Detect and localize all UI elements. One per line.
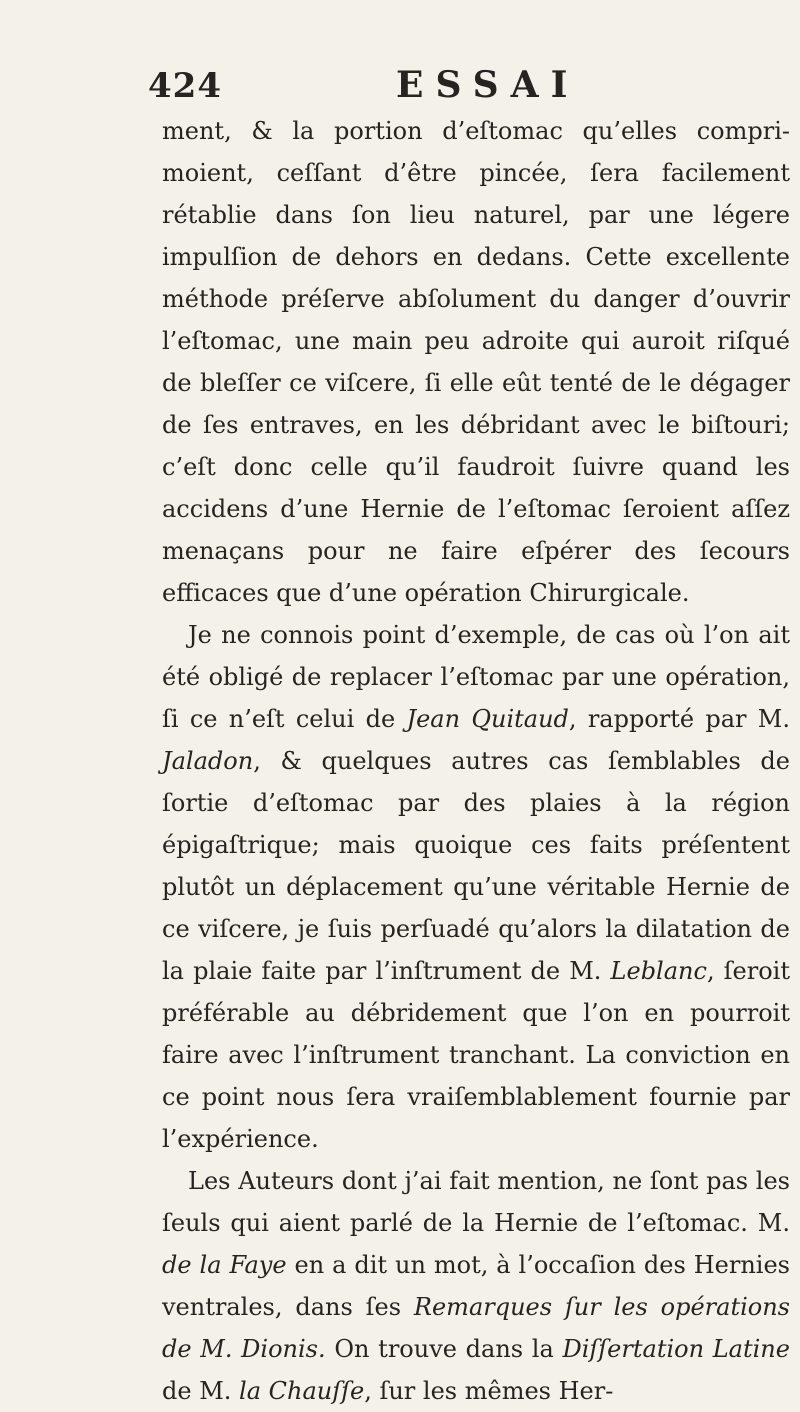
page-number: 424	[148, 66, 222, 106]
text-segment: , ſeroit préférable au débridement que l’on en pourroit faire avec l’inſtrument tranchant. La conviction en ce point nous ſera vraiſemblablement fournie par l’expérience.	[162, 957, 790, 1153]
text-segment: en a dit un mot, à l’occaſion des Hernies ventrales, dans ſes	[162, 1251, 790, 1321]
italic-title-dissertation: Diſſertation Latine	[562, 1335, 790, 1363]
text-segment: , ſur les mêmes Her-	[364, 1377, 614, 1405]
paragraph-1	[162, 110, 790, 614]
italic-name-jean-quitaud: Jean Quitaud	[406, 705, 569, 733]
italic-title-remarques: Remarques ſur les opérations de M. Dionis.	[162, 1293, 790, 1363]
text-segment: , rapporté par M.	[568, 705, 791, 733]
italic-name-jaladon: Jaladon	[162, 747, 254, 775]
page-header	[148, 0, 708, 110]
text-segment: , & quelques autres cas ſemblables de ſortie d’eſtomac par des plaies à la région épigaſtrique; mais quoique ces faits préſentent plutôt un déplacement qu’une véritable Hernie de ce viſcere, je ſuis perſuadé qu’alors la dilatation de la plaie faite par l’inſtrument de M.	[162, 747, 790, 985]
text-segment: ment, & la portion d’eſtomac qu’elles compri-moient, ceſſant d’être pincée, ſera facilement rétablie dans ſon lieu naturel, par une légere impulſion de dehors en dedans. Cette excellente méthode préſerve abſolument du danger d’ouvrir l’eſtomac, une main peu adroite qui auroit riſqué de bleſſer ce viſcere, ſi elle eût tenté de le dégager de ſes entraves, en les débridant avec le biſtouri; c’eſt donc celle qu’il faudroit ſuivre quand les accidens d’une Hernie de l’eſtomac ſeroient aſſez menaçans pour ne faire eſpérer des ſecours efficaces que d’une opération Chirurgicale.	[162, 117, 790, 607]
body-text	[162, 110, 790, 1412]
italic-name-leblanc: Leblanc	[610, 957, 707, 985]
italic-name-la-chausse: la Chauſſe	[239, 1377, 365, 1405]
paragraph-3	[162, 1160, 790, 1412]
italic-name-de-la-faye: de la Faye	[162, 1251, 287, 1279]
running-head: ESSAI	[396, 64, 580, 106]
text-segment: de M.	[162, 1377, 240, 1405]
text-segment: Les Auteurs dont j’ai fait mention, ne ſont pas les ſeuls qui aient parlé de la Hernie de l’eſtomac. M.	[162, 1167, 790, 1237]
paragraph-2	[162, 614, 790, 1160]
text-segment: On trouve dans la	[325, 1335, 563, 1363]
text-segment: Je ne connois point d’exemple, de cas où l’on ait été obligé de replacer l’eſtomac par une opération, ſi ce n’eſt celui de	[162, 621, 790, 733]
